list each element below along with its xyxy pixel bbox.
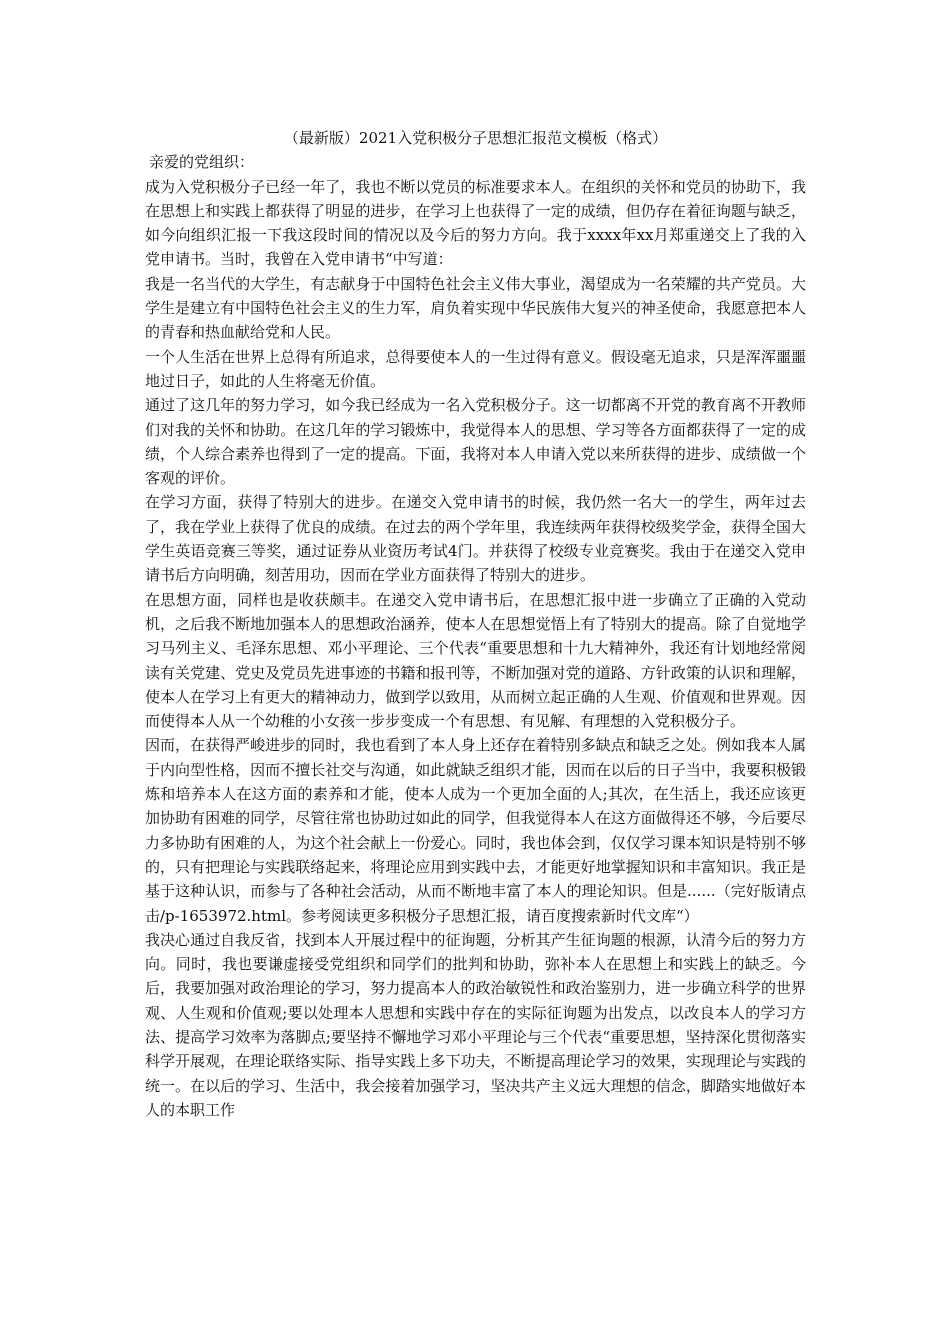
document-body	[145, 126, 806, 1122]
paragraph-8: 我决心通过自我反省，找到本人开展过程中的征询题，分析其产生征询题的根源，认清今后的努力方向。同时，我也要谦虚接受党组织和同学们的批判和协助，弥补本人在思想上和实践上的缺乏。今后，我要加强对政治理论的学习，努力提高本人的政治敏锐性和政治鉴别力，进一步确立科学的世界观、人生观和价值观;要以处理本人思想和实践中存在的实际征询题为出发点，以改良本人的学习方法、提高学习效率为落脚点;要坚持不懈地学习邓小平理论与三个代表“重要思想，坚持深化贯彻落实科学开展观，在理论联络实际、指导实践上多下功夫，不断提高理论学习的效果，实现理论与实践的统一。在以后的学习、生活中，我会接着加强学习，坚决共产主义远大理想的信念，脚踏实地做好本人的本职工作	[145, 930, 806, 1119]
paragraph-5: 在学习方面，获得了特别大的进步。在递交入党申请书的时候，我仍然一名大一的学生，两年过去了，我在学业上获得了优良的成绩。在过去的两个学年里，我连续两年获得校级奖学金，获得全国大学生英语竞赛三等奖，通过证券从业资历考试4门。并获得了校级专业竞赛奖。我由于在递交入党申请书后方向明确，刻苦用功，因而在学业方面获得了特别大的进步。	[145, 493, 806, 585]
document-title: （最新版）2021入党积极分子思想汇报范文模板（格式）	[283, 129, 668, 147]
paragraph-3: 一个人生活在世界上总得有所追求，总得要使本人的一生过得有意义。假设毫无追求，只是浑浑噩噩地过日子，如此的人生将毫无价值。	[145, 347, 806, 390]
salutation: 亲爱的党组织：	[149, 153, 255, 172]
paragraph-6: 在思想方面，同样也是收获颇丰。在递交入党申请书后，在思想汇报中进一步确立了正确的入党动机，之后我不断地加强本人的思想政治涵养，使本人在思想觉悟上有了特别大的提高。除了自觉地学习马列主义、毛泽东思想、邓小平理论、三个代表“重要思想和十九大精神外，我还有计划地经常阅读有关党建、党史及党员先进事迹的书籍和报刊等，不断加强对党的道路、方针政策的认识和理解，使本人在学习上有更大的精神动力，做到学以致用，从而树立起正确的人生观、价值观和世界观。因而使得本人从一个幼稚的小女孩一步步变成一个有思想、有见解、有理想的入党积极分子。	[145, 590, 806, 731]
paragraph-4: 通过了这几年的努力学习，如今我已经成为一名入党积极分子。这一切都离不开党的教育离不开教师们对我的关怀和协助。在这几年的学习锻炼中，我觉得本人的思想、学习等各方面都获得了一定的成绩，个人综合素养也得到了一定的提高。下面，我将对本人申请入党以来所获得的进步、成绩做一个客观的评价。	[145, 396, 806, 488]
paragraph-1: 成为入党积极分子已经一年了，我也不断以党员的标准要求本人。在组织的关怀和党员的协助下，我在思想上和实践上都获得了明显的进步，在学习上也获得了一定的成绩，但仍存在着征询题与缺乏，如今向组织汇报一下我这段时间的情况以及今后的努力方向。我于xxxx年xx月郑重递交上了我的入党申请书。当时，我曾在入党申请书“中写道：	[145, 177, 806, 269]
paragraph-2: 我是一名当代的大学生，有志献身于中国特色社会主义伟大事业，渴望成为一名荣耀的共产党员。大学生是建立有中国特色社会主义的生力军，肩负着实现中华民族伟大复兴的神圣使命，我愿意把本人的青春和热血献给党和人民。	[145, 274, 806, 342]
paragraph-7: 因而，在获得严峻进步的同时，我也看到了本人身上还存在着特别多缺点和缺乏之处。例如我本人属于内向型性格，因而不擅长社交与沟通，如此就缺乏组织才能，因而在以后的日子当中，我要积极锻炼和培养本人在这方面的素养和才能，使本人成为一个更加全面的人;其次，在生活上，我还应该更加协助有困难的同学，尽管往常也协助过如此的同学，但我觉得本人在这方面做得还不够，今后要尽力多协助有困难的人，为这个社会献上一份爱心。同时，我也体会到，仅仅学习课本知识是特别不够的，只有把理论与实践联络起来，将理论应用到实践中去，才能更好地掌握知识和丰富知识。我正是基于这种认识，而参与了各种社会活动，从而不断地丰富了本人的理论知识。但是......（完好版请点击/p-1653972.html。参考阅读更多积极分子思想汇报，请百度搜索新时代文库“）	[145, 736, 806, 925]
